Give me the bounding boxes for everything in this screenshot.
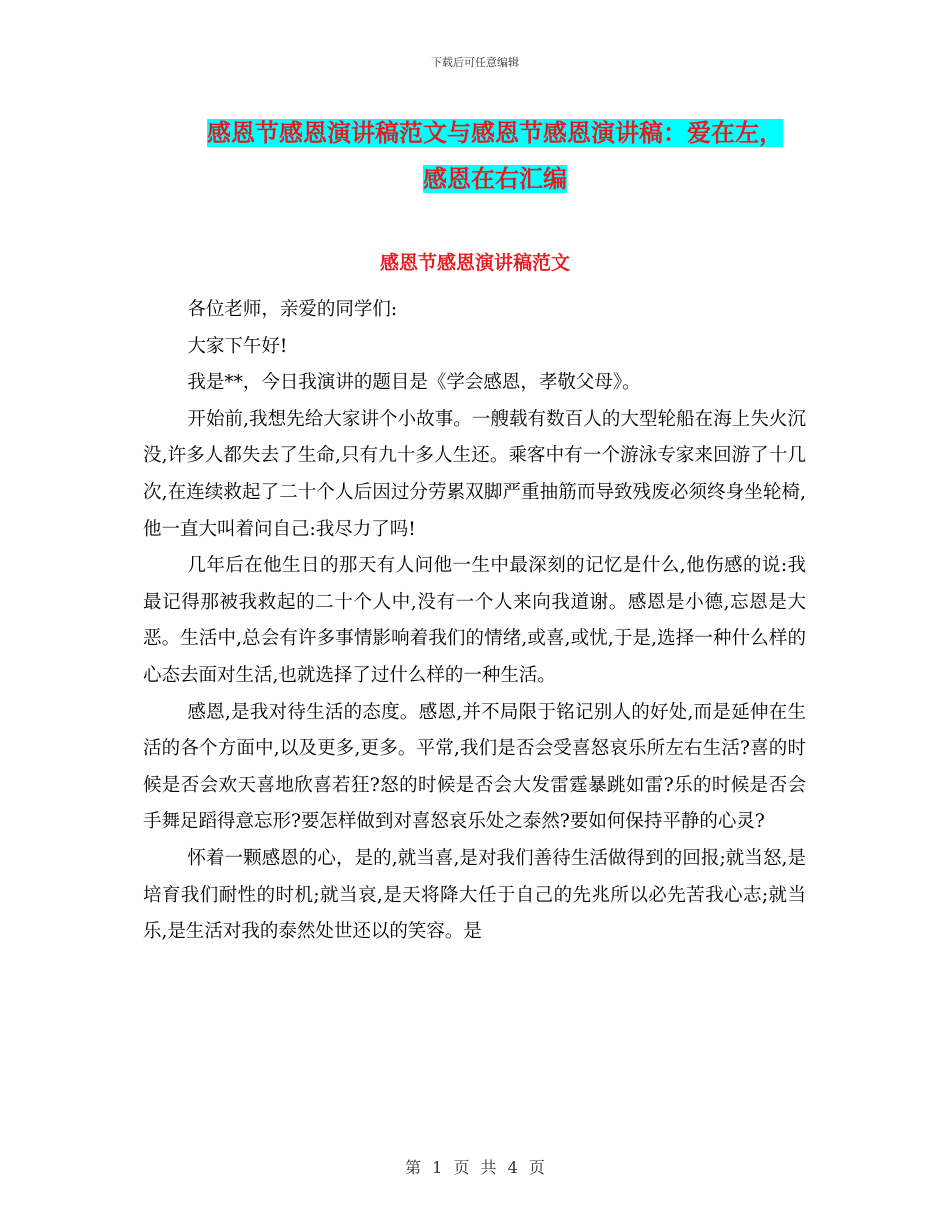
paragraph-attitude: 感恩,是我对待生活的态度。感恩,并不局限于铭记别人的好处,而是延伸在生活的各个方面中,以及更多,更多。平常,我们是否会受喜怒哀乐所左右生活?喜的时候是否会欢天喜地欣喜若狂?怒的时候是否会大发雷霆暴跳如雷?乐的时候是否会手舞足蹈得意忘形?要怎样做到对喜怒哀乐处之泰然?要如何保持平静的心灵? <box>143 701 806 833</box>
paragraph-greeting: 各位老师，亲爱的同学们: <box>187 299 398 320</box>
page-header-note: 下载后可任意编辑 <box>431 56 519 69</box>
paragraph-salutation: 大家下午好! <box>187 335 288 357</box>
section-title: 感恩节感恩演讲稿范文 <box>379 252 570 274</box>
paragraph-topic: 我是**，今日我演讲的题目是《学会感恩，孝敬父母》。 <box>187 372 641 394</box>
document-title-line-2: 感恩在右汇编 <box>423 165 567 193</box>
paragraph-memory: 几年后在他生日的那天有人问他一生中最深刻的记忆是什么,他伤感的说:我最记得那被我救起的二十个人中,没有一个人来向我道谢。感恩是小德,忘恩是大恶。生活中,总会有许多事情影响着我们的情绪,或喜,或忧,于是,选择一种什么样的心态去面对生活,也就选择了过什么样的一种生活。 <box>143 555 806 686</box>
body-text <box>143 292 806 951</box>
document-title-line-1: 感恩节感恩演讲稿范文与感恩节感恩演讲稿：爱在左， <box>207 119 783 147</box>
paragraph-story: 开始前,我想先给大家讲个小故事。一艘载有数百人的大型轮船在海上失火沉没,许多人都失去了生命,只有九十多人生还。乘客中有一个游泳专家来回游了十几次,在连续救起了二十个人后因过分劳累双脚严重抽筋而导致残废必须终身坐轮椅,他一直大叫着问自己:我尽力了吗! <box>143 408 806 540</box>
page-footer-number: 第 1 页 共 4 页 <box>405 1158 545 1177</box>
document-title <box>150 110 840 202</box>
paragraph-grateful-heart: 怀着一颗感恩的心，是的,就当喜,是对我们善待生活做得到的回报;就当怒,是培育我们耐性的时机;就当哀,是天将降大任于自己的先兆所以必先苦我心志;就当乐,是生活对我的泰然处世还以的笑容。是 <box>143 847 806 943</box>
